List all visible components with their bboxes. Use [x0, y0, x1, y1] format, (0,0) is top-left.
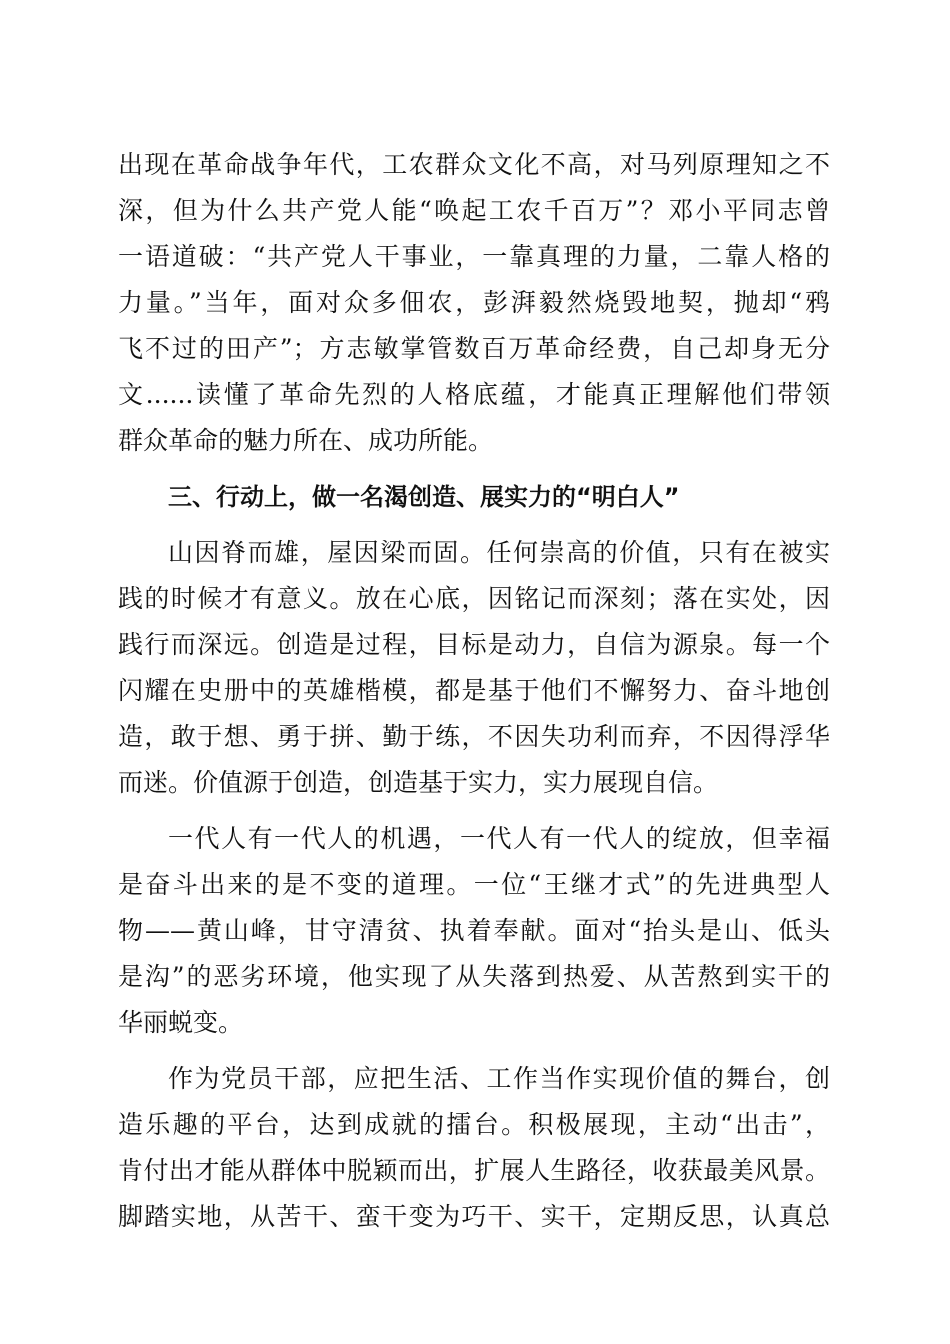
text-line: 一代人有一代人的机遇，一代人有一代人的绽放，但幸福	[168, 824, 830, 853]
section-heading: 三、行动上，做一名渴创造、展实力的“明白人”	[168, 483, 680, 511]
text-line: 而迷。价值源于创造，创造基于实力，实力展现自信。	[118, 768, 719, 797]
paragraph-3	[118, 816, 830, 1046]
paragraph-2	[118, 530, 830, 806]
text-line: 造乐趣的平台，达到成就的擂台。积极展现，主动“出击”，	[118, 1110, 830, 1139]
text-line: 出现在革命战争年代，工农群众文化不高，对马列原理知之不	[118, 150, 830, 179]
text-line: 脚踏实地，从苦干、蛮干变为巧干、实干，定期反思，认真总	[118, 1202, 830, 1231]
text-line: 是奋斗出来的是不变的道理。一位“王继才式”的先进典型人	[118, 870, 830, 899]
text-line: 践的时候才有意义。放在心底，因铭记而深刻；落在实处，因	[118, 584, 830, 613]
text-line: 作为党员干部，应把生活、工作当作实现价值的舞台，创	[168, 1064, 830, 1093]
text-line: 文......读懂了革命先烈的人格底蕴，才能真正理解他们带领	[118, 380, 830, 409]
document-body	[118, 142, 830, 1250]
text-line: 闪耀在史册中的英雄楷模，都是基于他们不懈努力、奋斗地创	[118, 676, 830, 705]
text-line: 践行而深远。创造是过程，目标是动力，自信为源泉。每一个	[118, 630, 830, 659]
text-line: 华丽蜕变。	[118, 1008, 244, 1037]
paragraph-1	[118, 142, 830, 464]
text-line: 飞不过的田产”；方志敏掌管数百万革命经费，自己却身无分	[118, 334, 830, 363]
text-line: 力量。”当年，面对众多佃农，彭湃毅然烧毁地契，抛却“鸦	[118, 288, 830, 317]
text-line: 肯付出才能从群体中脱颖而出，扩展人生路径，收获最美风景。	[118, 1156, 830, 1185]
text-line: 一语道破：“共产党人干事业，一靠真理的力量，二靠人格的	[118, 242, 830, 271]
text-line: 造，敢于想、勇于拼、勤于练，不因失功利而弃，不因得浮华	[118, 722, 830, 751]
text-line: 群众革命的魅力所在、成功所能。	[118, 426, 494, 455]
text-line: 是沟”的恶劣环境，他实现了从失落到热爱、从苦熬到实干的	[118, 962, 830, 991]
text-line: 深，但为什么共产党人能“唤起工农千百万”？邓小平同志曾	[118, 196, 830, 225]
text-line: 物——黄山峰，甘守清贫、执着奉献。面对“抬头是山、低头	[118, 916, 830, 945]
text-line: 山因脊而雄，屋因梁而固。任何崇高的价值，只有在被实	[168, 538, 830, 567]
paragraph-4	[118, 1056, 830, 1240]
